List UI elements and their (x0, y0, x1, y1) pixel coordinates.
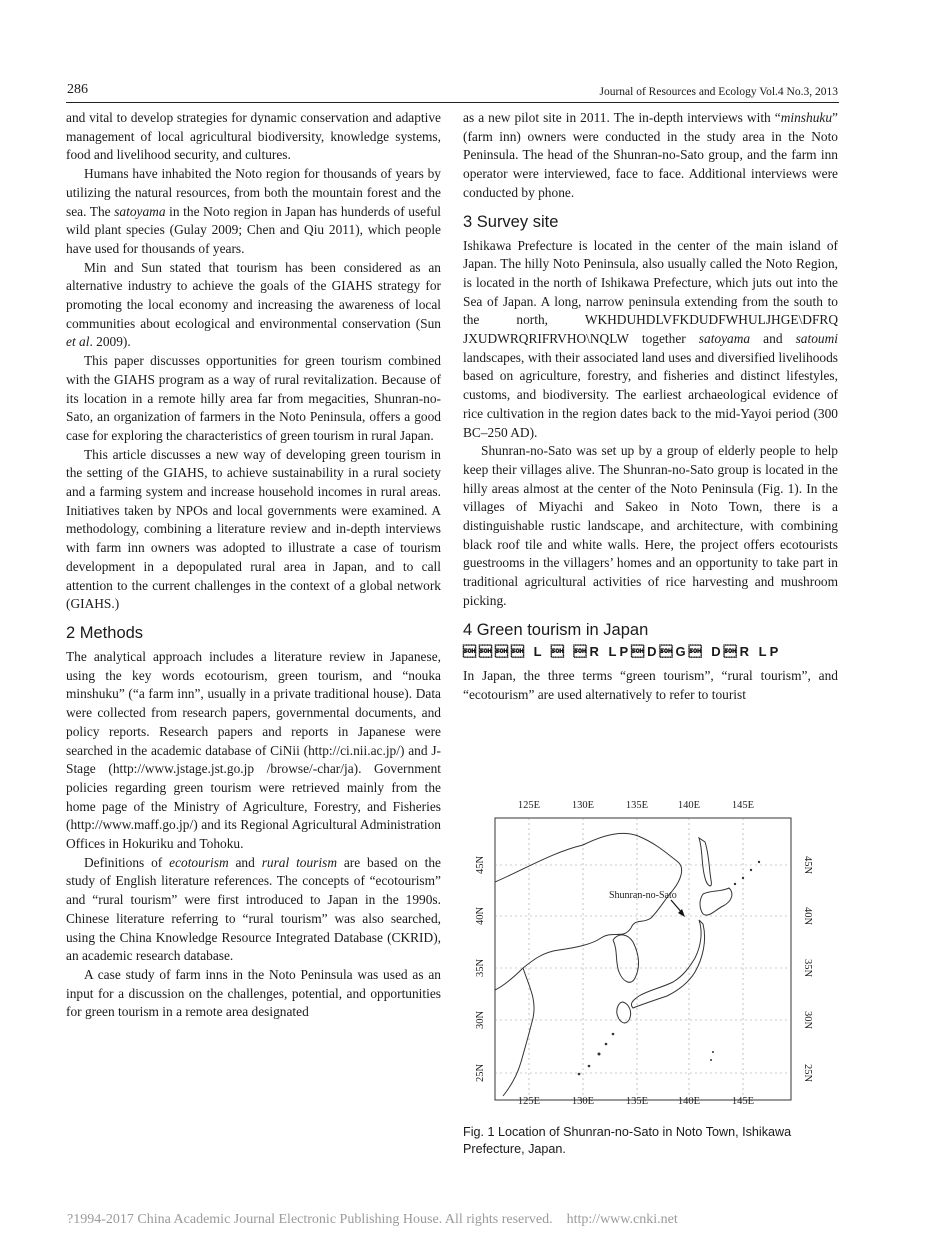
svg-text:140E: 140E (677, 800, 701, 811)
section-heading-methods: 2 Methods (66, 623, 144, 642)
paragraph: Min and Sun stated that tourism has been considered as an alternative industry to achieve the goals of the GIAHS strategy for promoting the local economy and increasing the awareness of local communities about ecological and environmental conservation (Sun et al. 2009). (66, 259, 441, 350)
svg-text:25N: 25N (475, 1063, 486, 1083)
footer-url[interactable]: http://www.cnki.net (566, 1212, 678, 1227)
svg-text:45N: 45N (802, 855, 813, 875)
page-number: 286 (67, 82, 88, 97)
svg-text:140E: 140E (677, 1096, 701, 1107)
svg-text:35N: 35N (475, 958, 486, 978)
coastline-honshu (631, 920, 704, 1008)
figure-map (463, 790, 843, 1120)
ryukyu-islands (578, 1033, 714, 1076)
svg-text:125E: 125E (517, 800, 541, 811)
paragraph: Shunran-no-Sato was set up by a group of elderly people to help keep their villages alive. The Shunran-no-Sato group is located in the hilly areas almost at the center of the Noto Peninsula (Fig. 1). In the villages of Miyachi and Sakeo in Noto Town, there is a distinguishable rustic landscape, and architecture, with combining black roof tile and white walls. Here, the project offers ecotourists guestrooms in the villagers’ homes and an opportunity to take part in traditional agricultural activities of rice harvesting and mushroom picking. (463, 443, 838, 608)
paragraph: This article discusses a new way of developing green tourism in the setting of the GIAHS, to achieve sustainability in a rural society and a farming system and increase household incomes in rural areas. Initiatives taken by NPOs and local governments were examined. A methodology, combining a literature review and in-depth interviews with farm inn owners was adopted to illustrate a case of tourism development in a depopulated rural area in Japan, and to call attention to the current challenges in the context of a global network (GIAHS.) (66, 446, 441, 612)
garbled-subheading:  L  R LPDG DR LP (463, 643, 782, 659)
paragraph: Definitions of ecotourism and rural tourism are based on the study of English literature references. The concepts of “ecotourism” and “rural tourism” were first introduced to Japan in the 1990s. Chinese literature referring to “rural tourism” was also searched, using the China Knowledge Resource Integrated Database (CKRID), an academic research database. (66, 854, 441, 964)
paragraph: This paper discusses opportunities for green tourism combined with the GIAHS program as a way of rural revitalization. Because of its location in a remote hilly area far from megacities, Shunran-no-Sato, an organization of farmers in the Noto Peninsula, offers a good case for exploring the characteristics of green tourism in rural Japan. (66, 353, 441, 443)
japan-location-map (463, 790, 843, 1120)
svg-text:135E: 135E (625, 800, 649, 811)
svg-text:30N: 30N (475, 1010, 486, 1030)
kuril-islands (734, 861, 760, 885)
paragraph: In Japan, the three terms “green tourism”, “rural tourism”, and “ecotourism” are used alternatively to refer to tourist (463, 668, 838, 702)
svg-text:40N: 40N (802, 906, 813, 926)
lon-labels-bottom (518, 1096, 754, 1107)
svg-text:125E: 125E (517, 1096, 541, 1107)
footer (67, 1212, 678, 1228)
running-head: Journal of Resources and Ecology Vol.4 No.3, 2013 (599, 86, 838, 98)
paragraph: Humans have inhabited the Noto region for thousands of years by utilizing the natural resources, from both the mountain forest and the sea. The satoyama in the Noto region in Japan has hunderds of useful wild plant species (Gulay 2009; Chen and Qiu 2011), which people have used for thousands of years. (66, 166, 441, 256)
coastline-china (503, 968, 534, 1096)
copyright-notice: ?1994-2017 China Academic Journal Electronic Publishing House. All rights reserved. (67, 1212, 553, 1227)
svg-text:30N: 30N (802, 1010, 813, 1030)
coastline-sakhalin (699, 838, 711, 886)
figure-caption: Fig. 1 Location of Shunran-no-Sato in Noto Town, Ishikawa Prefecture, Japan. (463, 1125, 792, 1156)
svg-text:145E: 145E (731, 1096, 755, 1107)
svg-text:145E: 145E (731, 800, 755, 811)
paragraph: A case study of farm inns in the Noto Peninsula was used as an input for a discussion on the challenges, potential, and opportunities for green tourism in a remote area designated (66, 966, 441, 1020)
garbled-text: WKHDUHDLVFKDUDFWHULJHGE\DFRQ JXUDWRQRIFRVHO\NQLW (463, 312, 838, 347)
svg-text:130E: 130E (571, 1096, 595, 1107)
section-heading-survey-site: 3 Survey site (463, 212, 559, 231)
svg-text:45N: 45N (475, 855, 486, 875)
coastline-hokkaido (700, 888, 732, 915)
svg-text:130E: 130E (571, 800, 595, 811)
right-column (463, 109, 838, 705)
svg-text:35N: 35N (802, 958, 813, 978)
coastline-kyushu (617, 1002, 631, 1023)
header-rule (66, 102, 839, 103)
svg-text:25N: 25N (802, 1063, 813, 1083)
map-grid (495, 818, 791, 1100)
coastline-mainland (495, 833, 682, 990)
svg-text:40N: 40N (475, 906, 486, 926)
lat-labels-left (475, 856, 486, 1083)
left-column (66, 109, 441, 1022)
paragraph: and vital to develop strategies for dynamic conservation and adaptive management of local agricultural biodiversity, knowledge systems, food and livelihood security, and cultures. (66, 110, 441, 163)
lat-labels-right (802, 856, 813, 1083)
svg-text:135E: 135E (625, 1096, 649, 1107)
coastline-korea (613, 935, 639, 982)
map-frame (495, 818, 791, 1100)
paragraph: as a new pilot site in 2011. The in-depth interviews with “minshuku” (farm inn) owners were conducted in the study area in the Noto Peninsula. The head of the Shunran-no-Sato group, and the farm inn operator were interviewed, face to face. Additional interviews were conducted by phone. (463, 110, 838, 200)
site-label: Shunran-no-Sato (609, 890, 677, 901)
paragraph: The analytical approach includes a literature review in Japanese, using the key words ecotourism, green tourism, and “nouka minshuku” (“a farm inn”, usually in a private traditional house). Data were collected from research papers, governmental documents, and policy reports. Research papers and reports in Japanese were searched in the academic database of CiNii (http://ci.nii.ac.jp/) and J-Stage (http://www.jstage.jst.go.jp /browse/-char/ja). Government policies regarding green tourism were retrieved mainly from the home page of the Ministry of Agriculture, Forestry, and Fisheries (http://www.maff.go.jp/) and its Regional Agricultural Administration Offices in Hokuriku and Tohoku. (66, 648, 441, 852)
paragraph: Ishikawa Prefecture is located in the center of the main island of Japan. The hilly Noto Peninsula, also usually called the Noto Region, is located in the north of Ishikawa Prefecture, which juts out into the Sea of Japan. A long, narrow peninsula extending from the south to the north, WKHDUHDLVFKDUDFWHULJHGE\DFRQ JXUDWRQRIFRVHO\NQLW together satoyama and satoumi landscapes, with their associated land uses and diversified livelihoods based on agriculture, forestry, and fisheries and distinct lifestyles, customs, and biodiversity. The earliest archaeological evidence of rice cultivation in the region dates back to the mid-Yayoi period (300 BC–250 AD). (463, 237, 838, 440)
section-heading-green-tourism: 4 Green tourism in Japan (463, 620, 649, 639)
lon-labels-top (518, 800, 754, 811)
